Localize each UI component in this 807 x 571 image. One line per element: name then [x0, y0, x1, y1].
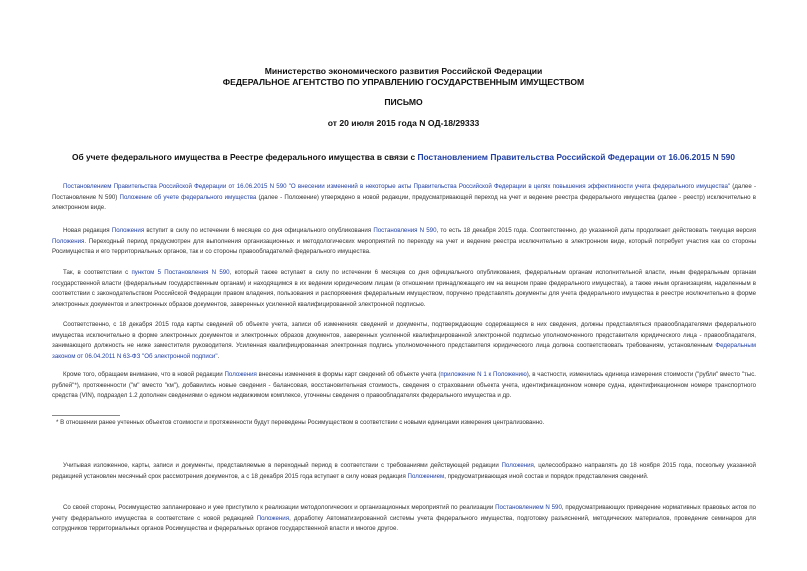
paragraph-6: [52, 461, 756, 482]
paragraph-6-text-c: , предусматривающая иной состав и порядок представления сведений.: [444, 472, 649, 480]
paragraph-7: [52, 503, 756, 535]
paragraph-3-text-b: , который также вступает в силу по истечении 6 месяцев со дня официального опубликования, федеральным органам исполнительной власти, иным федеральным органам государственной власти (федеральным государственным органам) и находящимся в их ведении юридическим лицам (в отношении принадлежащего им на вещном праве федерального имущества), а также иным организациям, наделенным в соответствии с законодательством Российской Федерации правом владения, пользования и распоряжения федеральным имуществом, поручено представлять документы для учета федерального имущества в реестре исключительно в форме электронных документов и электронных образов документов, заверенных усиленной квалифицированной электронной подписью.: [52, 269, 756, 308]
paragraph-2: [52, 226, 756, 258]
paragraph-5-text-c: ), в частности, изменилась единица измерения стоимости ("рубли" вместо "тыс. рублей"*), протяженности ("м" вместо "км"), добавились новые сведения - балансовая, восстановительная стоимость, сведения о страховании объекта учета, идентификационном номере судна, идентификационном номере транспортного средства (VIN), подраздел 1.2 дополнен сведениями о едином недвижимом комплексе, уточнены сведения о правообладателях федерального имущества и др.: [52, 371, 757, 399]
paragraph-5: [52, 370, 756, 402]
footnote: [52, 418, 756, 428]
paragraph-5-text-a: Кроме того, обращаем внимание, что в новой редакции: [63, 371, 225, 378]
agency-name: ФЕДЕРАЛЬНОЕ АГЕНТСТВО ПО УПРАВЛЕНИЮ ГОСУДАРСТВЕННЫМ ИМУЩЕСТВОМ: [222, 77, 585, 87]
paragraph-2-text-d: . Переходный период предусмотрен для выполнения организационных и методологических мероприятий по переходу на учет и ведение реестра исключительно в электронном виде, который потребует участия как со стороны Росимущества и его территориальных органов, так и со стороны правообладателей федерального имущества.: [52, 237, 756, 255]
paragraph-1: [52, 182, 756, 214]
polozheniya-link[interactable]: Положения: [52, 237, 85, 245]
paragraph-4-text-b: .: [217, 352, 220, 360]
paragraph-2-text-b: вступит в силу по истечении 6 месяцев со дня официального опубликования: [144, 227, 374, 234]
polozheniya-link[interactable]: Положения: [501, 462, 534, 469]
resolution-590-link[interactable]: Постановлением Правительства Российской Федерации от 16.06.2015 N 590 "О внесении изменений в некоторые акты Правительства Российской Федерации в целях повышения эффективности учета федерального имущества": [63, 183, 731, 190]
footnote-divider: [52, 415, 120, 416]
paragraph-3: [52, 268, 756, 310]
paragraph-7-text-a: Со своей стороны, Росимущество запланировано и уже приступило к реализации методологических и организационных мероприятий по реализации: [63, 504, 496, 511]
paragraph-1-text-b: (далее - Положение) утверждено в новой редакции, предусматривающей переход на учет и ведение реестра федерального имущества (далее - реестр) исключительно в электронном виде.: [52, 193, 757, 211]
footnote-text: * В отношении ранее учтенных объектов стоимости и протяженности будут переведены Росимуществом в соответствии с новыми единицами измерения централизованно.: [56, 419, 545, 426]
subject-resolution-link[interactable]: Постановлением Правительства Российской Федерации от 16.06.2015 N 590: [417, 152, 735, 162]
appendix-1-link[interactable]: приложение N 1 к Положению: [440, 371, 527, 378]
paragraph-4: [52, 320, 756, 362]
subject-text: Об учете федерального имущества в Реестре федерального имущества в связи с: [72, 152, 418, 162]
paragraph-2-text-a: Новая редакция: [63, 227, 112, 234]
paragraph-3-text-a: Так, в соответствии с: [63, 269, 132, 276]
federal-law-link[interactable]: Федеральным законом от 06.04.2011 N 63-ФЗ "Об электронной подписи": [52, 342, 756, 360]
paragraph-6-text-a: Учитывая изложенное, карты, записи и документы, представляемые в переходный период в соответствии с требованиями действующей редакции: [63, 462, 502, 469]
document-subject: [0, 152, 807, 163]
polozheniya-link[interactable]: Положения: [111, 227, 145, 234]
document-date-number: от 20 июля 2015 года N ОД-18/29333: [327, 118, 480, 128]
postanovleniya-590-link[interactable]: Постановления N 590: [373, 227, 437, 234]
ministry-name: Министерство экономического развития Российской Федерации: [264, 66, 543, 76]
polozheniya-link[interactable]: Положения: [256, 514, 290, 522]
paragraph-5-text-b: внесены изменения в формы карт сведений об объекте учета (: [256, 371, 441, 378]
paragraph-4-text-a: Соответственно, с 18 декабря 2015 года карты сведений об объекте учета, записи об изменениях сведений и документы, подтверждающие содержащиеся в них сведения, должны представляться правообладателями федерального имущества исключительно в форме электронных документов и электронных образов документов, заверенных усиленной квалифицированной электронной подписью уполномоченного представителя юридического лица - правообладателя, занимающего должность не ниже заместителя руководителя. Усиленная квалифицированная электронная подпись уполномоченного представителя юридического лица должна соответствовать требованиям, установленным: [52, 321, 756, 349]
paragraph-2-text-c: , то есть 18 декабря 2015 года. Соответственно, до указанной даты продолжает действовать текущая версия: [436, 227, 756, 234]
polozheniya-link[interactable]: Положения: [224, 371, 257, 378]
polozheniem-link[interactable]: Положением: [407, 472, 445, 480]
regulation-link[interactable]: Положение об учете федерального имущества: [119, 193, 257, 201]
document-type: ПИСЬМО: [384, 97, 423, 107]
paragraph-7-text-c: , доработку Автоматизированной системы учета федерального имущества, подготовку разъяснений, методических материалов, проведение семинаров для сотрудников территориальных органов Росимущества и федеральных органов государственной власти и многое другое.: [52, 514, 756, 532]
paragraph-6-text-b: , целесообразно направлять до 18 ноября 2015 года, поскольку указанной редакцией установлен месячный срок рассмотрения документов, а с 18 декабря 2015 года вступает в силу новая редакция: [52, 462, 756, 480]
paragraph-7-text-b: , предусматривающих приведение нормативных правовых актов по учету федерального имущества в соответствие с новой редакцией: [52, 504, 756, 522]
paragraph-1-text-a: (далее - Постановление N 590): [52, 183, 757, 201]
punkt-5-link[interactable]: пунктом 5 Постановления N 590: [131, 269, 230, 276]
postanovleniem-590-link[interactable]: Постановлением N 590: [495, 504, 562, 511]
